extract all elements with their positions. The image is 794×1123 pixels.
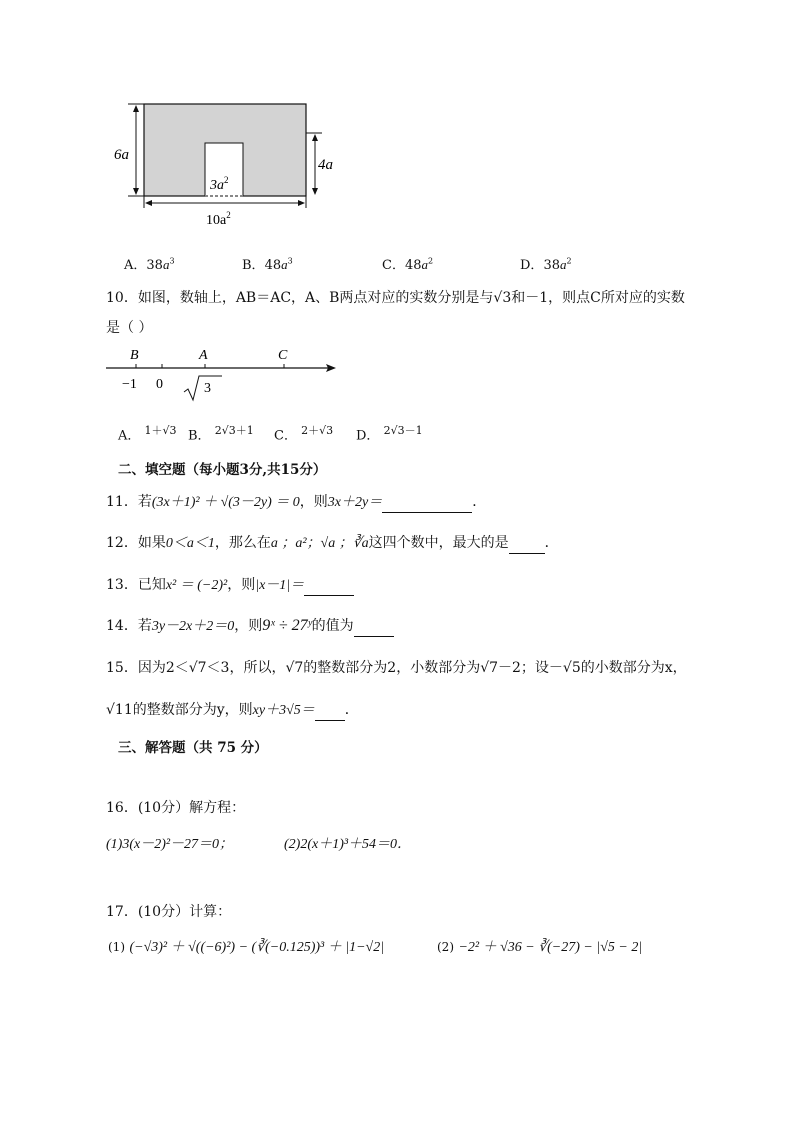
point-a-label: A [199,348,208,363]
q16-part1: (1)3(x－2)²－27＝0； [106,837,234,852]
q15-line1: 15．因为2＜√7＜3，所以，√7的整数部分为2，小数部分为√7－2；设－√5的小数部分为x， [106,660,687,676]
point-b-label: B [130,348,139,363]
q17-part1: (1) (−√3)² ＋ √((−6)²) − (∛(−0.125))³ ＋ |1−√2| [108,940,385,955]
q10-option-a[interactable]: A． $^{1+√3}$ [118,424,177,444]
q13: 13．已知x² ＝ (−2)²，则|x－1|＝ [106,575,354,596]
q14-answer-blank[interactable] [354,622,394,637]
q10-text-line1: 10．如图，数轴上，AB＝AC，A、B两点对应的实数分别是与√3和－1，则点C所对应的实数 [106,290,685,306]
q11: 11．若(3x＋1)² ＋ √(3－2y) ＝ 0，则3x＋2y＝ ． [106,492,486,513]
q16-title: 16．(10分）解方程： [106,800,246,816]
section-fill-in-title: 二、填空题（每小题3分,共15分） [118,462,327,478]
q15-answer-blank[interactable] [315,706,345,721]
q12-answer-blank[interactable] [509,539,545,554]
tick-sqrt3: 3 [204,381,211,396]
q10-option-d[interactable]: D． $^{2√3-1}$ [356,424,423,444]
point-c-label: C [278,348,288,363]
sqrt-sign [184,376,222,400]
left-dim-label: 6a [114,147,129,163]
inner-label: $3a^2$ [210,175,229,193]
q12: 12．如果0＜a＜1，那么在a ；a²；√a ；∛a这四个数中，最大的是 ． [106,533,559,554]
tick-neg1: −1 [122,377,137,392]
bottom-dim-label: $10a^2$ [206,210,231,228]
q10-option-c[interactable]: C． $^{2+√3}$ [274,424,334,444]
q11-answer-blank[interactable] [382,498,472,513]
q17-part2: (2) −2² ＋ √36 − ∛(−27) − |√5 − 2| [437,940,643,955]
q9-option-c[interactable]: C．$48a^2$ [382,256,434,273]
q16-part2: (2)2(x＋1)³＋54＝0． [284,837,412,852]
q13-answer-blank[interactable] [304,581,354,596]
q9-option-d[interactable]: D．$38a^2$ [520,256,572,273]
q10-text-line2: 是（ ） [106,320,153,336]
right-dim-label: 4a [318,157,333,173]
q10-number-line [100,342,350,404]
q15-line2: √11的整数部分为y，则xy＋3√5＝ ． [106,700,359,721]
q10-option-b[interactable]: B． $^{2√3+1}$ [188,424,254,444]
q17-title: 17．(10分）计算： [106,904,232,920]
q9-option-a[interactable]: A．$38a^3$ [124,256,175,273]
section-solve-title: 三、解答题（共 75 分） [118,740,268,756]
q9-option-b[interactable]: B．$48a^3$ [242,256,293,273]
q9-figure [100,96,350,236]
q14: 14．若3y－2x＋2＝0，则9ˣ ÷ 27ʸ的值为 [106,616,394,637]
tick-zero: 0 [156,377,163,392]
